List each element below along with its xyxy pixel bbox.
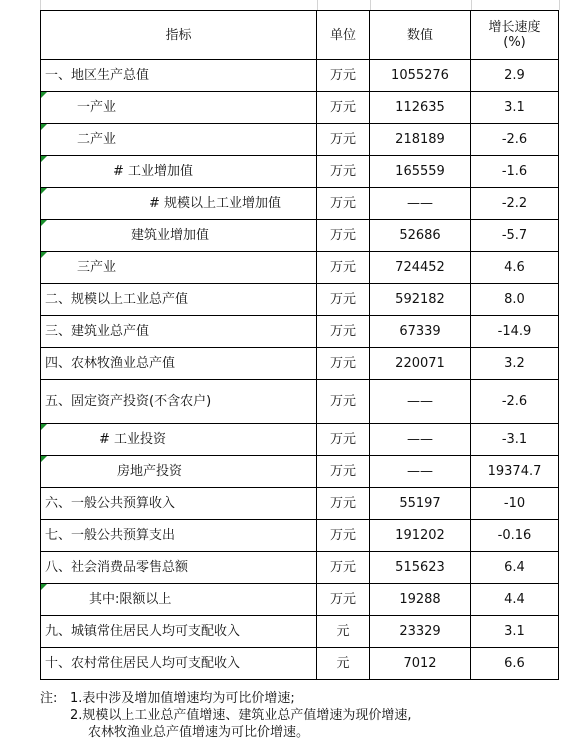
cell-value[interactable]: —— <box>370 380 471 424</box>
cell-value[interactable]: 220071 <box>370 348 471 380</box>
cell-growth[interactable]: -14.9 <box>471 316 559 348</box>
cell-value[interactable]: —— <box>370 424 471 456</box>
cell-indicator[interactable]: # 规模以上工业增加值 <box>41 188 317 220</box>
cell-growth[interactable]: -10 <box>471 488 559 520</box>
cell-value[interactable]: 55197 <box>370 488 471 520</box>
cell-value[interactable]: 7012 <box>370 648 471 680</box>
cell-unit[interactable]: 元 <box>317 648 370 680</box>
cell-unit[interactable]: 万元 <box>317 252 370 284</box>
table-row <box>41 380 559 424</box>
header-indicator[interactable]: 指标 <box>41 11 317 60</box>
note-text-1: 1.表中涉及增加值增速均为可比价增速; <box>70 691 295 706</box>
cell-unit[interactable]: 万元 <box>317 488 370 520</box>
header-growth-line1: 增长速度 <box>488 20 541 35</box>
cell-unit[interactable]: 元 <box>317 616 370 648</box>
table-row <box>41 456 559 488</box>
cell-unit[interactable]: 万元 <box>317 456 370 488</box>
cell-growth[interactable]: 2.9 <box>471 60 559 92</box>
economic-indicators-table <box>40 10 559 680</box>
cell-growth[interactable]: -2.6 <box>471 380 559 424</box>
cell-growth[interactable]: 19374.7 <box>471 456 559 488</box>
table-row <box>41 188 559 220</box>
cell-value[interactable]: 67339 <box>370 316 471 348</box>
cell-indicator[interactable]: 六、一般公共预算收入 <box>41 488 317 520</box>
cell-growth[interactable]: 6.6 <box>471 648 559 680</box>
cell-unit[interactable]: 万元 <box>317 60 370 92</box>
header-row <box>41 11 559 60</box>
table-row <box>41 124 559 156</box>
grid-line <box>317 0 318 10</box>
table-row <box>41 220 559 252</box>
grid-line <box>471 0 472 10</box>
cell-indicator[interactable]: 八、社会消费品零售总额 <box>41 552 317 584</box>
cell-value[interactable]: 191202 <box>370 520 471 552</box>
table-row <box>41 616 559 648</box>
header-growth[interactable] <box>471 11 559 60</box>
table-row <box>41 424 559 456</box>
cell-unit[interactable]: 万元 <box>317 284 370 316</box>
cell-value[interactable]: 19288 <box>370 584 471 616</box>
cell-unit[interactable]: 万元 <box>317 552 370 584</box>
cell-growth[interactable]: -0.16 <box>471 520 559 552</box>
cell-value[interactable]: 1055276 <box>370 60 471 92</box>
notes-label: 注: <box>40 691 58 706</box>
cell-indicator[interactable]: 建筑业增加值 <box>41 220 317 252</box>
table-row <box>41 552 559 584</box>
cell-indicator[interactable]: 房地产投资 <box>41 456 317 488</box>
cell-indicator[interactable]: 一、地区生产总值 <box>41 60 317 92</box>
header-unit[interactable]: 单位 <box>317 11 370 60</box>
note-line-3 <box>40 724 570 741</box>
cell-unit[interactable]: 万元 <box>317 380 370 424</box>
cell-value[interactable]: —— <box>370 188 471 220</box>
cell-value[interactable]: —— <box>370 456 471 488</box>
cell-growth[interactable]: 8.0 <box>471 284 559 316</box>
cell-value[interactable]: 592182 <box>370 284 471 316</box>
cell-growth[interactable]: 4.4 <box>471 584 559 616</box>
cell-indicator[interactable]: # 工业投资 <box>41 424 317 456</box>
cell-unit[interactable]: 万元 <box>317 584 370 616</box>
header-growth-line2: (%) <box>503 35 526 50</box>
cell-unit[interactable]: 万元 <box>317 424 370 456</box>
cell-indicator[interactable]: 四、农林牧渔业总产值 <box>41 348 317 380</box>
table-row <box>41 348 559 380</box>
cell-growth[interactable]: -2.2 <box>471 188 559 220</box>
cell-value[interactable]: 52686 <box>370 220 471 252</box>
table-notes <box>40 690 570 741</box>
cell-growth[interactable]: -2.6 <box>471 124 559 156</box>
cell-indicator[interactable]: 五、固定资产投资(不含农户) <box>41 380 317 424</box>
cell-growth[interactable]: 6.4 <box>471 552 559 584</box>
table-row <box>41 316 559 348</box>
table-row <box>41 156 559 188</box>
cell-growth[interactable]: 4.6 <box>471 252 559 284</box>
cell-value[interactable]: 724452 <box>370 252 471 284</box>
cell-indicator[interactable]: 一产业 <box>41 92 317 124</box>
cell-unit[interactable]: 万元 <box>317 124 370 156</box>
table-row <box>41 584 559 616</box>
grid-line <box>370 0 371 10</box>
cell-unit[interactable]: 万元 <box>317 92 370 124</box>
cell-value[interactable]: 165559 <box>370 156 471 188</box>
cell-growth[interactable]: -1.6 <box>471 156 559 188</box>
cell-growth[interactable]: 3.2 <box>471 348 559 380</box>
cell-growth[interactable]: 3.1 <box>471 616 559 648</box>
cell-unit[interactable]: 万元 <box>317 348 370 380</box>
cell-indicator[interactable]: 三、建筑业总产值 <box>41 316 317 348</box>
cell-value[interactable]: 23329 <box>370 616 471 648</box>
cell-indicator[interactable]: 三产业 <box>41 252 317 284</box>
cell-unit[interactable]: 万元 <box>317 220 370 252</box>
table-row <box>41 648 559 680</box>
table-row <box>41 252 559 284</box>
cell-indicator[interactable]: 七、一般公共预算支出 <box>41 520 317 552</box>
table-row <box>41 284 559 316</box>
note-line-2 <box>40 707 570 724</box>
cell-indicator[interactable]: 二产业 <box>41 124 317 156</box>
note-text-2: 2.规模以上工业总产值增速、建筑业总产值增速为现价增速, <box>70 708 412 723</box>
note-line-1 <box>40 690 570 707</box>
cell-unit[interactable]: 万元 <box>317 316 370 348</box>
header-value[interactable]: 数值 <box>370 11 471 60</box>
cell-indicator[interactable]: 二、规模以上工业总产值 <box>41 284 317 316</box>
table-row <box>41 488 559 520</box>
cell-growth[interactable]: -5.7 <box>471 220 559 252</box>
cell-unit[interactable]: 万元 <box>317 520 370 552</box>
cell-growth[interactable]: -3.1 <box>471 424 559 456</box>
cell-indicator[interactable]: 其中:限额以上 <box>41 584 317 616</box>
cell-indicator[interactable]: # 工业增加值 <box>41 156 317 188</box>
table-row <box>41 520 559 552</box>
cell-value[interactable]: 218189 <box>370 124 471 156</box>
cell-indicator[interactable]: 十、农村常住居民人均可支配收入 <box>41 648 317 680</box>
grid-top-strip <box>40 0 560 10</box>
table-row <box>41 92 559 124</box>
cell-value[interactable]: 112635 <box>370 92 471 124</box>
cell-unit[interactable]: 万元 <box>317 188 370 220</box>
cell-unit[interactable]: 万元 <box>317 156 370 188</box>
table-row <box>41 60 559 92</box>
cell-growth[interactable]: 3.1 <box>471 92 559 124</box>
cell-indicator[interactable]: 九、城镇常住居民人均可支配收入 <box>41 616 317 648</box>
cell-value[interactable]: 515623 <box>370 552 471 584</box>
note-text-3: 农林牧渔业总产值增速为可比价增速。 <box>88 725 310 740</box>
